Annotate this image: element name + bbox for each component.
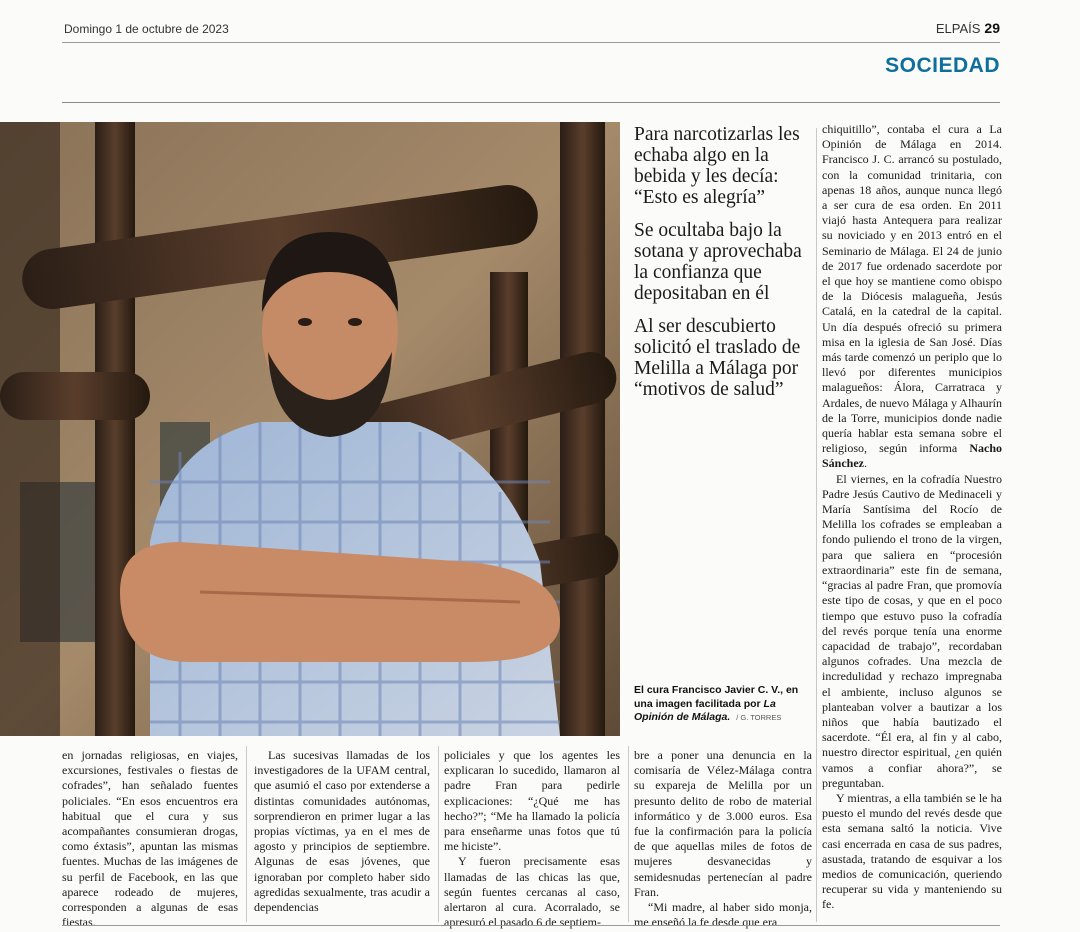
article-paragraph: policiales y que los agentes les explicaran lo sucedido, llamaron al padre Fran para pedirle explicaciones: “¿Qué me has hecho?”; “Me ha llamado la policía para enseñarme unas fotos que tú me hiciste”. xyxy=(444,748,620,854)
article-paragraph: chiquitillo”, contaba el cura a La Opinión de Málaga en 2014. Francisco J. C. arrancó su postulado, con la comunidad trinitaria, con apenas 18 años, aunque nunca llegó a ser cura de esa orden. En 2011 viajó hasta Antequera para realizar su noviciado y en 2013 entró en el Seminario de Málaga. El 24 de junio de 2017 fue ordenado sacerdote por el que hoy se mantiene como obispo de la Diócesis malagueña, Jesús Catalá, en la catedral de la capital. Un día después ofreció su primera misa en la iglesia de San José. Días más tarde comenzó un periplo que lo llevó por diferentes municipios malagueños: Álora, Carratraca y Ardales, de nuevo Málaga y Alhaurín de la Torre, municipios donde nadie quería hablar esta semana sobre el religioso, según informa Nacho Sánchez. xyxy=(822,122,1003,471)
column-divider xyxy=(438,746,439,922)
article-paragraph: Y mientras, a ella también se le ha puesto el mundo del revés desde que esta semana saltó la noticia. Vive casi encerrada en casa de sus padres, asustada, tratando de esquivar a los medios de comunicación, queriendo recuperar su vida y manteniendo su fe. xyxy=(822,790,1002,912)
article-column-3 xyxy=(444,748,620,928)
photo-illustration xyxy=(0,122,620,736)
caption-source: La Opinión de Málaga. xyxy=(634,697,776,723)
article-column-2 xyxy=(254,748,430,928)
article-paragraph: Las sucesivas llamadas de los investigadores de la UFAM central, que asumió el caso por extenderse a distintas comunidades autónomas, sorprendieron en primer lugar a las propias víctimas, ya en el mes de agosto y principios de septiembre. Algunas de esas jóvenes, que ignoraban por completo haber sido agredidas sexualmente, tras acudir a dependencias xyxy=(254,748,430,915)
reporter-name: Nacho Sánchez xyxy=(822,441,1003,471)
article-column-1 xyxy=(62,748,238,928)
page-number: 29 xyxy=(984,20,1000,36)
top-rule xyxy=(62,42,1000,43)
column-divider xyxy=(246,746,247,922)
newspaper-name: ELPAÍS xyxy=(935,21,981,36)
page-folio xyxy=(936,20,1000,36)
article-paragraph: “Mi madre, al haber sido monja, me enseñó la fe desde que era xyxy=(634,900,812,930)
edition-date: Domingo 1 de octubre de 2023 xyxy=(64,22,229,36)
photo-credit: / G. TORRES xyxy=(736,713,782,722)
article-column-right xyxy=(822,122,1002,928)
caption-lead: El cura Francisco Javier C. V., en una imagen facilitada por xyxy=(634,684,799,710)
photo-caption xyxy=(634,684,814,725)
column-divider xyxy=(628,746,629,922)
pullquote-3: Al ser descubierto solicitó el traslado de Melilla a Málaga por “motivos de salud” xyxy=(634,316,801,400)
article-paragraph: bre a poner una denuncia en la comisaría de Vélez-Málaga contra su expareja de Melilla por un presunto delito de robo de material informático y de 3.000 euros. Esa fue la confirmación para la policía de que aquellas miles de fotos de mujeres desvanecidas y semidesnudas pertenecían al padre Fran. xyxy=(634,748,812,899)
column-divider xyxy=(816,128,817,922)
article-column-4 xyxy=(634,748,812,928)
priest-photo xyxy=(0,122,620,736)
pullquote-1: Para narcotizarlas les echaba algo en la bebida y les decía: “Esto es alegría” xyxy=(634,124,800,208)
bottom-rule xyxy=(62,925,1000,926)
article-paragraph: en jornadas religiosas, en viajes, excursiones, festivales o fiestas de cofrades”, han señalado fuentes policiales. “En esos encuentros era habitual que el cura y sus acompañantes consumieran drogas, como éxtasis”, apuntan las mismas fuentes. Muchas de las imágenes de su perfil de Facebook, en las que aparece rodeado de mujeres, corresponden a algunas de esas fiestas. xyxy=(62,748,238,930)
pullquote-2: Se ocultaba bajo la sotana y aprovechaba la confianza que depositaban en él xyxy=(634,220,802,304)
article-paragraph: Y fueron precisamente esas llamadas de las chicas las que, según fuentes cercanas al caso, alertaron al cura. Acorralado, se apresuró el pasado 6 de septiem- xyxy=(444,854,620,930)
paragraph-text: chiquitillo”, contaba el cura a La Opinión de Málaga en 2014. Francisco J. C. arrancó su postulado, con la comunidad trinitaria, con apenas 18 años, aunque nunca llegó a ser cura de esa orden. En 2011 viajó hasta Antequera para realizar su noviciado y en 2013 entró en el Seminario de Málaga. El 24 de junio de 2017 fue ordenado sacerdote por el que hoy se mantiene como obispo de la Diócesis malagueña, Jesús Catalá, en la catedral de la capital. Un día después ofreció su primera misa en la iglesia de San José. Días más tarde comenzó un periplo que lo llevó por diferentes municipios malagueños: Álora, Carratraca y Ardales, de nuevo Málaga y Alhaurín de la Torre, municipios donde nadie quería hablar esta semana sobre el religioso, según informa xyxy=(822,122,1002,456)
article-paragraph: El viernes, en la cofradía Nuestro Padre Jesús Cautivo de Medinaceli y María Santísima del Rocío de Melilla los cofrades se empleaban a fondo puliendo el trono de la virgen, para que saliera en “procesión extraordinaria” este fin de semana, “gracias al padre Fran, que promovía este tipo de cosas, y que en el poco tiempo que estuvo puso la cofradía del revés porque tenía una enorme capacidad de trabajo”, recordaban algunos cofrades. Una mezcla de incredulidad y rechazo impregnaba el ambiente, incluso algunos se planteaban volver a bautizar a los niños que había bautizado el sacerdote. “Él era, al fin y al cabo, nuestro director espiritual, ¿en quién vamos a confiar ahora?”, se preguntaban. xyxy=(822,471,1002,790)
section-title: SOCIEDAD xyxy=(885,54,1000,77)
section-rule xyxy=(62,102,1000,103)
